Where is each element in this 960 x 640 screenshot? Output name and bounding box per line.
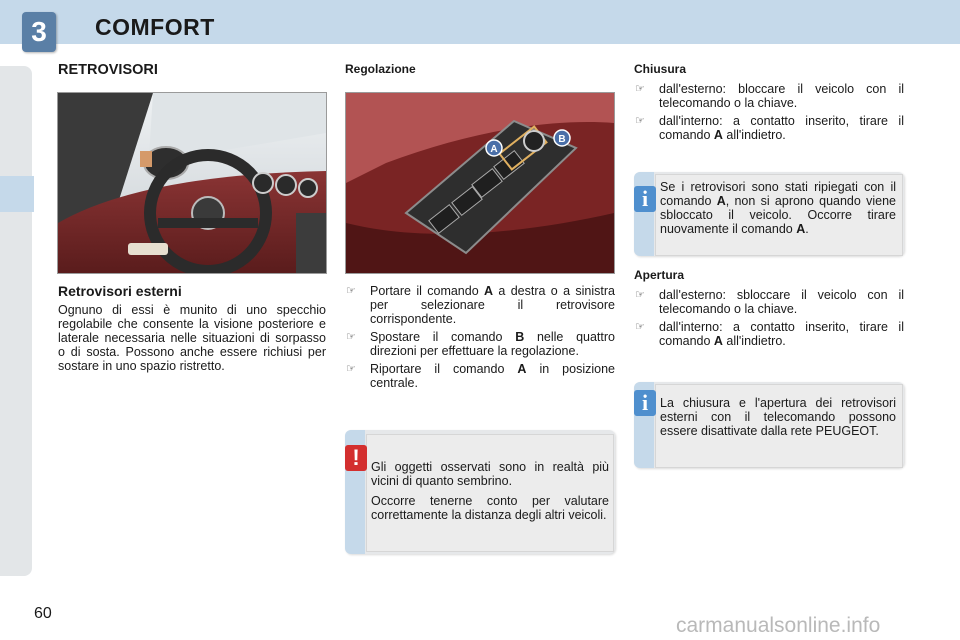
item-text-tail: all'indietro.: [722, 128, 786, 142]
list-item: [634, 82, 904, 110]
item-text: Spostare il comando: [370, 330, 516, 344]
door-switch-illustration: [346, 93, 614, 273]
chiusura-list: [634, 82, 904, 146]
item-text: Riportare il comando: [370, 362, 518, 376]
list-item: [634, 288, 904, 316]
list-item: [634, 114, 904, 142]
info-note-2: [634, 382, 904, 468]
hand-pointing-icon: ☞: [635, 83, 645, 95]
list-item: [345, 330, 615, 358]
subtitle: Retrovisori esterni: [58, 283, 182, 299]
regolazione-list: [345, 284, 615, 394]
item-text: dall'esterno: bloccare il veicolo con il telecomando o la chiave.: [659, 82, 904, 110]
info-icon: i: [634, 390, 656, 416]
info1-post: .: [805, 222, 809, 236]
page-title: COMFORT: [95, 14, 215, 40]
warning-p1: Gli oggetti osservati sono in realtà più vicini di quanto sembrino.: [371, 460, 609, 488]
warning-icon: !: [345, 445, 367, 471]
apertura-heading: Apertura: [634, 268, 685, 282]
command-label: B: [515, 330, 525, 344]
list-item: [345, 284, 615, 326]
item-text: dall'esterno: sbloccare il veicolo con il telecomando o la chiave.: [659, 288, 904, 316]
cockpit-illustration: [58, 93, 326, 273]
list-item: [634, 320, 904, 348]
info-icon: i: [634, 186, 656, 212]
body-text: Ognuno di essi è munito di uno specchio regolabile che consente la visione posteriore e laterale necessaria nelle situazioni di sorpasso o di sosta. Possono anche essere richiusi per sostare in uno spazio ristretto.: [58, 303, 326, 373]
warning-note: [345, 430, 615, 554]
note-rail: [634, 172, 654, 256]
item-text: dall'interno: a contatto inserito, tirare il comando: [659, 320, 904, 348]
side-strip: [0, 66, 32, 576]
info-note-1: [634, 172, 904, 256]
list-item: [345, 362, 615, 390]
info1-cmd1: A: [716, 194, 726, 208]
item-text-tail: all'indietro.: [722, 334, 786, 348]
hand-pointing-icon: ☞: [635, 321, 645, 333]
section-title: RETROVISORI: [58, 62, 158, 78]
item-text-tail: a destra o a sinistra per selezionare il retrovisore corrispondente.: [370, 284, 616, 326]
chiusura-heading: Chiusura: [634, 62, 687, 76]
hand-pointing-icon: ☞: [346, 363, 356, 375]
hand-pointing-icon: ☞: [635, 289, 645, 301]
item-text-tail: nelle quattro direzioni per effettuare la regolazione.: [370, 330, 615, 358]
apertura-list: [634, 288, 904, 352]
info-text-2: La chiusura e l'apertura dei retrovisori esterni con il telecomando possono essere disattivate dalla rete PEUGEOT.: [660, 396, 896, 438]
label-a: A: [490, 144, 498, 155]
page-number: 60: [34, 605, 52, 622]
chapter-tab-marker: [0, 176, 34, 212]
item-text: dall'interno: a contatto inserito, tirare il comando: [659, 114, 904, 142]
chapter-number: 3: [22, 12, 56, 52]
item-text-tail: in posizione centrale.: [370, 362, 615, 390]
item-text: Portare il comando: [370, 284, 485, 298]
command-label: A: [517, 362, 527, 376]
hand-pointing-icon: ☞: [635, 115, 645, 127]
warning-text: [371, 460, 609, 528]
info-text-1: [660, 180, 896, 236]
label-b: B: [558, 134, 566, 145]
cockpit-photo: [57, 92, 327, 274]
watermark: carmanualsonline.info: [676, 614, 881, 637]
command-label: A: [484, 284, 494, 298]
regolazione-heading: Regolazione: [345, 62, 416, 76]
info1-pre: Se i retrovisori sono stati ripiegati con il comando: [660, 180, 896, 208]
hand-pointing-icon: ☞: [346, 331, 356, 343]
door-switch-photo: [345, 92, 615, 274]
warning-p2: Occorre tenerne conto per valutare correttamente la distanza degli altri veicoli.: [371, 494, 609, 522]
info1-mid: , non si aprono quando viene sbloccato il veicolo. Occorre tirare nuovamente il comando: [660, 194, 896, 236]
hand-pointing-icon: ☞: [346, 285, 356, 297]
command-label: A: [713, 128, 723, 142]
command-label: A: [713, 334, 723, 348]
info1-cmd2: A: [796, 222, 806, 236]
